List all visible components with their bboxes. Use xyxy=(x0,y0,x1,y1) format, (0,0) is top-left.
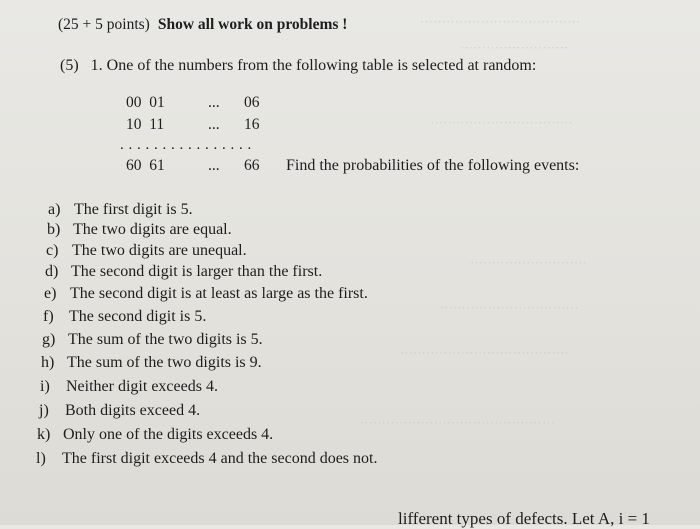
table-cell-last: 66 xyxy=(244,157,260,174)
problem-text: One of the numbers from the following table is selected at random: xyxy=(106,57,537,74)
table-separator-dots: . . . . . . . . . . . . . . . . xyxy=(120,137,252,153)
event-text: The two digits are unequal. xyxy=(72,242,247,259)
event-label: e) xyxy=(44,285,57,302)
event-text: The first digit is 5. xyxy=(74,201,193,218)
event-text: The second digit is larger than the first. xyxy=(71,263,323,280)
bleed-through-decoration: ································ xyxy=(440,300,579,315)
cut-off-footer-text: lifferent types of defects. Let A, i = 1 xyxy=(398,509,650,528)
list-item xyxy=(48,201,193,219)
event-text: The second digit is at least as large as the first. xyxy=(70,285,368,302)
bleed-through-decoration: ······································· xyxy=(400,345,569,360)
list-item xyxy=(42,331,263,349)
instruction-find: Find the probabilities of the following events: xyxy=(286,157,580,174)
list-item xyxy=(44,285,368,303)
table-cell-first: 10 11 xyxy=(126,116,165,133)
event-label: b) xyxy=(47,221,61,238)
bleed-through-decoration: ································· xyxy=(430,115,573,130)
table-cell-ellipsis: ... xyxy=(208,157,220,174)
event-text: The two digits are equal. xyxy=(73,221,232,238)
list-item xyxy=(37,426,273,444)
event-label: k) xyxy=(37,426,51,443)
event-label: i) xyxy=(40,378,50,395)
problem-statement xyxy=(60,57,536,75)
event-text: The first digit exceeds 4 and the second does not. xyxy=(62,450,378,467)
bleed-through-decoration: ··························· xyxy=(470,255,587,270)
event-text: The sum of the two digits is 9. xyxy=(67,354,262,371)
table-cell-last: 06 xyxy=(244,94,260,111)
table-cell-first: 00 01 xyxy=(126,94,165,111)
list-item xyxy=(36,450,377,468)
list-item xyxy=(47,221,232,239)
bleed-through-decoration: ························· xyxy=(460,40,569,55)
event-label: j) xyxy=(39,402,49,419)
list-item xyxy=(43,308,206,326)
table-cell-ellipsis: ... xyxy=(208,116,220,133)
table-cell-ellipsis: ... xyxy=(208,94,220,111)
event-text: Neither digit exceeds 4. xyxy=(66,378,218,395)
event-label: f) xyxy=(43,308,54,325)
event-label: l) xyxy=(36,450,46,467)
list-item xyxy=(41,354,262,372)
event-label: h) xyxy=(41,354,55,371)
event-label: d) xyxy=(45,263,59,280)
problem-number: 1. xyxy=(90,57,103,74)
list-item xyxy=(40,378,218,396)
list-item xyxy=(39,402,200,420)
event-label: c) xyxy=(46,242,59,259)
event-label: a) xyxy=(48,201,61,218)
list-item xyxy=(46,242,247,260)
bleed-through-decoration: ············································· xyxy=(360,415,555,430)
table-cell-first: 60 61 xyxy=(126,157,165,174)
table-cell-last: 16 xyxy=(244,116,260,133)
points-text: (25 + 5 points) xyxy=(58,16,150,33)
instruction-text: Show all work on problems ! xyxy=(157,16,348,33)
event-text: Both digits exceed 4. xyxy=(65,402,201,419)
event-text: Only one of the digits exceeds 4. xyxy=(63,426,274,443)
event-text: The sum of the two digits is 5. xyxy=(68,331,263,348)
bleed-through-decoration: ····································· xyxy=(420,14,581,29)
event-text: The second digit is 5. xyxy=(69,308,207,325)
list-item xyxy=(45,263,322,281)
header-line xyxy=(58,16,347,34)
event-label: g) xyxy=(42,331,56,348)
problem-points: (5) xyxy=(60,57,79,74)
